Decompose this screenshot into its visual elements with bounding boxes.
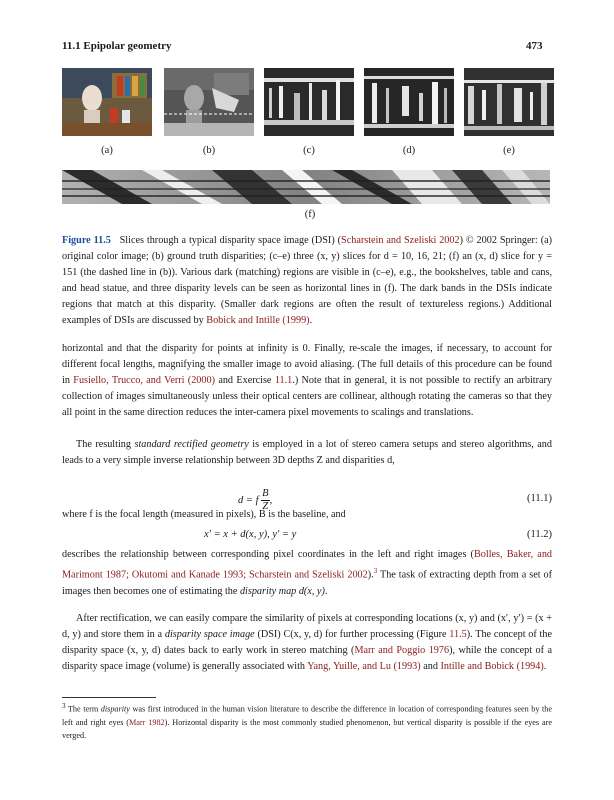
- equation-number: (11.1): [527, 493, 552, 504]
- paragraph-text: The resulting: [76, 439, 135, 450]
- footnote-divider: [62, 697, 156, 698]
- body-paragraph-4: [62, 547, 552, 600]
- citation-link[interactable]: Intille and Bobick (1994): [440, 661, 544, 673]
- footnote-text: was first introduced in the human vision literature to describe the difference in location of corresponding features seen by the left and right eyes (: [62, 704, 552, 727]
- emphasis-term: disparity map d(x, y): [239, 585, 325, 597]
- caption-text: Slices through a typical disparity space image (DSI) (: [119, 235, 342, 246]
- emphasis-term: standard rectified geometry: [134, 439, 249, 450]
- figure-panel-e-image: [464, 68, 554, 136]
- body-paragraph-3: where f is the focal length (measured in pixels), B is the baseline, and: [62, 509, 346, 520]
- body-paragraph-2: [62, 437, 552, 469]
- equation-number: (11.2): [527, 529, 552, 540]
- footnote-number: 3: [62, 702, 66, 710]
- footnote-text: The term: [65, 704, 101, 714]
- figure-panel-e-label: (e): [503, 145, 515, 156]
- exercise-link[interactable]: 11.1: [274, 375, 293, 387]
- paragraph-text: .: [543, 661, 547, 673]
- paragraph-text: and Exercise: [214, 375, 275, 387]
- body-paragraph-5: [62, 611, 552, 675]
- figure-caption: [62, 233, 552, 328]
- figure-panel-a-label: (a): [101, 145, 113, 156]
- emphasis-term: disparity: [100, 704, 130, 714]
- figure-panel-c-image: [264, 68, 354, 136]
- equation-11-2: [62, 529, 552, 547]
- paragraph-text: horizontal and that the disparity for points at infinity is 0. Finally, re-scale the images, if necessary, to account for different focal lengths, magnifying the smaller image to avoid aliasing. (The full details of this procedure can be found in: [62, 343, 552, 387]
- paragraph-text: The task of extracting depth from a set of images then becomes one of estimating the: [62, 569, 553, 597]
- caption-text: ) © 2002 Springer: (a) original color image; (b) ground truth disparities; (c–e) three (x, y) slices for d = 10, 16, 21; (f) an (x, d) slice for y = 151 (the dashed line in (b)). Various dark (matching) regions are visible in (c–e), e.g., the bookshelves, table and cans, and head statue, and three disparity levels can be seen as horizontal lines in (f). The dark bands in the DSIs indicate regions that match at this disparity. (Smaller dark regions are often the result of textureless regions.) Additional examples of DSIs are discussed by: [62, 235, 552, 326]
- figure-panel-a-image: [62, 68, 152, 136]
- figure-panel-c-label: (c): [303, 145, 315, 156]
- caption-text: .: [309, 314, 313, 326]
- paragraph-text: is employed in a lot of stereo camera setups and stereo algorithms, and leads to a very simple inverse relationship between 3D depths Z and disparities d,: [62, 439, 552, 467]
- paragraph-text: ). The concept of the disparity space (x, y, d) dates back to early work in stereo matching (: [62, 629, 552, 657]
- figure-panel-f-label: (f): [304, 209, 316, 220]
- equation-lhs: d = f: [238, 494, 259, 506]
- figure-caption-label: Figure 11.5: [62, 235, 111, 246]
- citation-link[interactable]: Bobick and Intille (1999): [206, 314, 310, 326]
- paragraph-text: ).: [367, 569, 374, 581]
- fraction-denominator: Z: [262, 501, 269, 512]
- paragraph-text: .) Note that in general, it is not possible to rectify an arbitrary collection of images simultaneously unless their optical centers are collinear, although rotating the cameras so that they all point in the same direction reduces the inter-camera pixel movements to scalings and translations.: [62, 375, 552, 419]
- running-header-section: 11.1 Epipolar geometry: [62, 40, 172, 52]
- figure-panel-b-label: (b): [202, 145, 216, 156]
- paragraph-text: After rectification, we can easily compare the similarity of pixels at corresponding locations (x, y) and (x′, y′) = (x + d, y) and store them in a: [62, 613, 552, 641]
- footnote-marker[interactable]: 3: [373, 567, 378, 576]
- figure-link[interactable]: 11.5: [449, 629, 467, 641]
- figure-panel-d-label: (d): [402, 145, 416, 156]
- paragraph-text: .: [324, 585, 328, 597]
- fraction-numerator: B: [262, 488, 269, 499]
- body-paragraph-1: [62, 341, 552, 421]
- citation-link[interactable]: Marr 1982: [129, 717, 165, 727]
- citation-link[interactable]: Fusiello, Trucco, and Verri (2000): [73, 375, 215, 387]
- citation-link[interactable]: Marr and Poggio 1976: [354, 645, 450, 657]
- figure-panel-b-image: [164, 68, 254, 136]
- figure-panel-f-image: [62, 170, 550, 204]
- paragraph-text: ), while the concept of a disparity space image (volume) is generally associated with: [62, 645, 552, 673]
- footnote-text: ). Horizontal disparity is the most commonly studied phenomenon, but vertical disparity is possible if the eyes are verged.: [62, 717, 552, 740]
- paragraph-text: and: [420, 661, 441, 673]
- figure-panel-d-image: [364, 68, 454, 136]
- footnote-3: [62, 700, 552, 742]
- page-number: 473: [526, 40, 543, 52]
- paragraph-text: describes the relationship between corresponding pixel coordinates in the left and right images (: [62, 549, 474, 560]
- paragraph-text: (DSI) C(x, y, d) for further processing (Figure: [254, 629, 450, 641]
- citation-link[interactable]: Bolles, Baker, and Marimont 1987; Okutomi and Kanade 1993; Scharstein and Szeliski 2002: [62, 549, 553, 581]
- citation-link[interactable]: Scharstein and Szeliski 2002: [341, 235, 460, 246]
- equation-expression: x′ = x + d(x, y), y′ = y: [204, 529, 297, 540]
- emphasis-term: disparity space image: [164, 629, 255, 641]
- citation-link[interactable]: Yang, Yuille, and Lu (1993): [307, 661, 421, 673]
- equation-tail: ,: [269, 494, 273, 506]
